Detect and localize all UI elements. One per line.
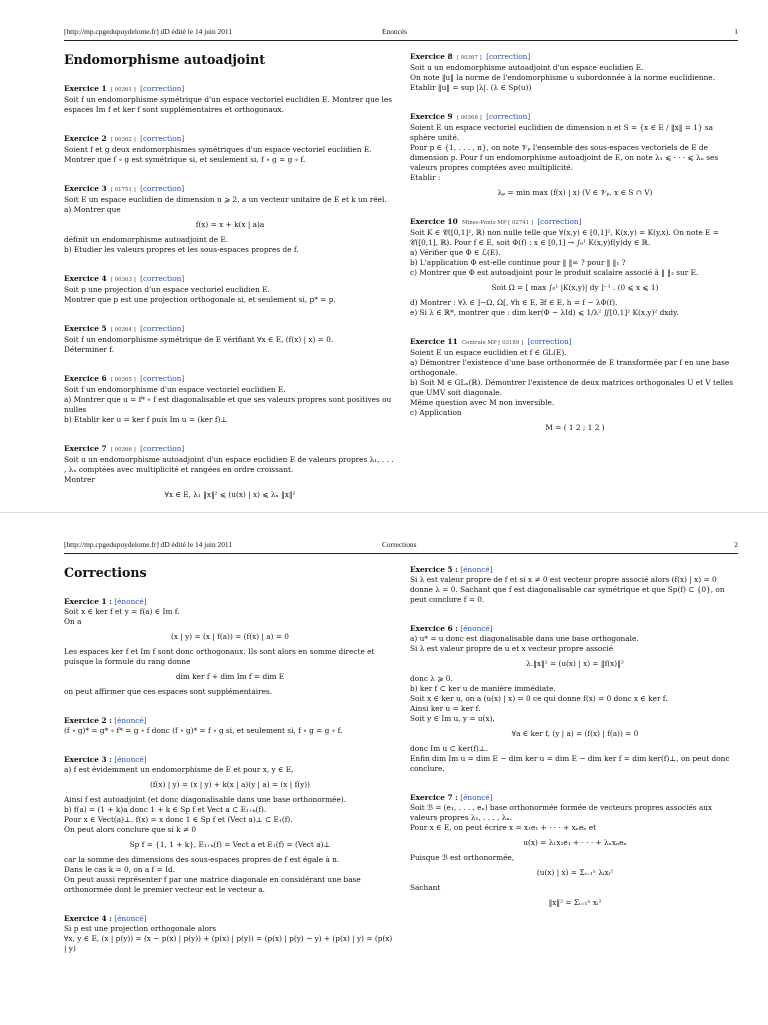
exercise-block	[64, 184, 396, 255]
exercise-ref: [ 00364 ]	[110, 327, 136, 333]
exercise-heading	[410, 112, 740, 123]
exercise-label: Exercice 9	[410, 112, 453, 121]
text-line: c) Montrer que Φ est autoadjoint pour le produit scalaire associé à ‖ ‖₂ sur E.	[410, 268, 699, 277]
exercise-heading	[64, 274, 396, 285]
exercise-heading	[410, 337, 740, 348]
text-line: car la somme des dimensions des sous-espaces propres de f est égale à n.	[64, 855, 340, 864]
text-line: On peut aussi représenter f par une matrice diagonale en considérant une base orthonormée dont le premier vecteur est le vecteur a.	[64, 875, 361, 894]
text-line: e) Si λ ∈ ℝ*, montrer que : dim ker(Φ − λId) ⩽ 1/λ² ∬[0,1]² K(x,y)² dxdy.	[410, 308, 679, 317]
exercise-block	[64, 134, 396, 165]
text-line: On peut alors conclure que si k ≠ 0	[64, 825, 197, 834]
exercise-label: Exercice 6	[64, 374, 107, 383]
exercise-heading	[64, 716, 396, 726]
exercise-label: Exercice 4	[64, 274, 107, 283]
text-line: c) Application	[410, 408, 462, 417]
exercise-block	[410, 624, 740, 774]
text-line: Montrer	[64, 475, 95, 484]
math-display: λ.‖x‖² = (u(x) | x) = ‖f(x)‖²	[526, 659, 624, 668]
exercise-block	[410, 217, 740, 318]
text-line: Soit ℬ = (e₁, . . . , eₙ) base orthonormée formée de vecteurs propres associés aux valeurs propres λ₁, . . . , λₙ.	[410, 803, 713, 822]
left-column	[64, 52, 396, 512]
header-rule	[64, 40, 738, 41]
exercise-label: Exercice 10	[410, 217, 458, 226]
exercise-heading	[64, 134, 396, 145]
header-section: Enoncés	[382, 27, 408, 36]
exercise-link[interactable]: [correction]	[140, 84, 185, 93]
math-display: (x | y) = (x | f(a)) = (f(x) | a) = 0	[171, 632, 289, 641]
math-display: f(x) = x + k(x | a)a	[195, 220, 265, 229]
text-line: Soient f et g deux endomorphismes symétriques d'un espace vectoriel euclidien E.	[64, 145, 372, 154]
exercise-label: Exercice 11	[410, 337, 458, 346]
text-line: définit un endomorphisme autoadjoint de E.	[64, 235, 229, 244]
exercise-link[interactable]: [correction]	[140, 374, 185, 383]
exercise-link[interactable]: [énoncé]	[460, 565, 493, 574]
exercise-label: Exercice 5	[64, 324, 107, 333]
page-number: 1	[734, 27, 738, 36]
exercise-link[interactable]: [correction]	[537, 217, 582, 226]
exercise-label: Exercice 7	[64, 444, 107, 453]
math-display: λₚ = min max (f(x) | x) (V ∈ 𝒱ₚ, x ∈ S ∩ V)	[497, 188, 653, 197]
text-line: Pour p ∈ {1, . . . , n}, on note 𝒱ₚ l'ensemble des sous-espaces vectoriels de E de dimension p. Pour f un endomorphisme autoadjoint de E, on note λ₁ ⩽ · · · ⩽ λₙ ses valeurs propres comptées avec multiplicité.	[410, 143, 719, 172]
exercise-link[interactable]: [correction]	[140, 324, 185, 333]
right-column	[410, 52, 740, 452]
exercise-link[interactable]: [correction]	[486, 112, 531, 121]
math-display: (u(x) | x) = Σᵢ₌₁ⁿ λᵢxᵢ²	[536, 868, 614, 877]
exercise-link[interactable]: [correction]	[140, 184, 185, 193]
exercise-label: Exercice 2	[64, 134, 107, 143]
exercise-block	[410, 337, 740, 433]
text-line: Si λ est valeur propre de u et x vecteur propre associé	[410, 644, 614, 653]
page-enonces	[0, 0, 768, 512]
text-line: a) u* = u donc est diagonalisable dans une base orthogonale.	[410, 634, 639, 643]
exercise-ref: [ 00367 ]	[456, 55, 482, 61]
text-line: donc λ ⩾ 0.	[410, 674, 453, 683]
exercise-heading	[410, 217, 740, 228]
math-display: (f(x) | y) = (x | y) + k(x | a)(y | a) = (x | f(y))	[149, 780, 311, 789]
exercise-heading	[410, 793, 740, 803]
text-line: Etablir :	[410, 173, 441, 182]
exercise-heading	[64, 184, 396, 195]
text-line: Soit p une projection d'un espace vectoriel euclidien E.	[64, 285, 270, 294]
exercise-label: Exercice 3	[64, 184, 107, 193]
exercise-heading	[64, 84, 396, 95]
exercise-link[interactable]: [correction]	[486, 52, 531, 61]
text-line: Puisque ℬ est orthonormée,	[410, 853, 515, 862]
text-line: Soit u un endomorphisme autoadjoint d'un espace euclidien E.	[410, 63, 644, 72]
math-display: u(x) = λ₁x₁e₁ + · · · + λₙxₙeₙ	[523, 838, 627, 847]
exercise-link[interactable]: [énoncé]	[114, 914, 147, 923]
exercise-heading	[64, 755, 396, 765]
exercise-label: Exercice 8	[410, 52, 453, 61]
left-column	[64, 565, 396, 973]
math-display: ‖x‖² = Σᵢ₌₁ⁿ xᵢ²	[548, 898, 602, 907]
text-line: Montrer que f ∘ g est symétrique si, et seulement si, f ∘ g = g ∘ f.	[64, 155, 306, 164]
page-header	[64, 540, 738, 554]
text-line: Soit f un endomorphisme symétrique d'un espace vectoriel euclidien E. Montrer que les espaces Im f et ker f sont supplémentaires et orthogonaux.	[64, 95, 393, 114]
exercise-link[interactable]: [énoncé]	[460, 624, 493, 633]
exercise-link[interactable]: [correction]	[527, 337, 572, 346]
text-line: Déterminer f.	[64, 345, 115, 354]
text-line: b) Etablir ker u = ker f puis Im u = (ker f)⊥	[64, 415, 228, 424]
exercise-link[interactable]: [correction]	[140, 274, 185, 283]
exercise-label: Exercice 1 :	[64, 597, 112, 606]
exercise-ref: Centrale MP [ 03189 ]	[462, 340, 524, 346]
exercise-block	[410, 112, 740, 198]
text-line: b) Soit M ∈ GLₙ(ℝ). Démontrer l'existence de deux matrices orthogonales U et V telles que UMV soit diagonale.	[410, 378, 734, 397]
text-line: Soit f un endomorphisme symétrique de E vérifiant ∀x ∈ E, (f(x) | x) = 0.	[64, 335, 334, 344]
text-line: Soit y ∈ Im u, y = u(x),	[410, 714, 495, 723]
text-line: a) Démontrer l'existence d'une base orthonormée de E transformée par f en une base orthogonale.	[410, 358, 730, 377]
exercise-block	[64, 374, 396, 425]
text-line: On note ‖u‖ la norme de l'endomorphisme u subordonnée à la norme euclidienne.	[410, 73, 715, 82]
exercise-link[interactable]: [énoncé]	[460, 793, 493, 802]
exercise-heading	[64, 597, 396, 607]
text-line: b) L'application Φ est-elle continue pour ‖ ‖∞ ? pour ‖ ‖₁ ?	[410, 258, 626, 267]
text-line: Les espaces ker f et Im f sont donc orthogonaux. Ils sont alors en somme directe et puisque la formule du rang donne	[64, 647, 375, 666]
exercise-label: Exercice 7 :	[410, 793, 458, 802]
exercise-label: Exercice 6 :	[410, 624, 458, 633]
exercise-link[interactable]: [énoncé]	[114, 755, 147, 764]
exercise-link[interactable]: [correction]	[140, 444, 185, 453]
text-line: a) Vérifier que Φ ∈ ℒ(E).	[410, 248, 501, 257]
math-display: Soit Ω = [ max ∫₀¹ |K(x,y)| dy ]⁻¹ . (0 ⩽ x ⩽ 1)	[491, 283, 659, 292]
exercise-label: Exercice 5 :	[410, 565, 458, 574]
math-display: M = ( 1 2 ; 1 2 )	[545, 423, 605, 432]
exercise-heading	[410, 52, 740, 63]
page-corrections	[0, 512, 768, 1025]
page-number: 2	[734, 540, 738, 549]
right-column	[410, 565, 740, 927]
math-display: ∀a ∈ ker f, (y | a) = (f(x) | f(a)) = 0	[511, 729, 639, 738]
text-line: Sachant	[410, 883, 441, 892]
exercise-block	[64, 84, 396, 115]
text-line: a) Montrer que	[64, 205, 121, 214]
exercise-heading	[410, 624, 740, 634]
exercise-ref: [ 00365 ]	[110, 377, 136, 383]
math-display: dim ker f + dim Im f = dim E	[175, 672, 285, 681]
exercise-block	[64, 755, 396, 895]
exercise-label: Exercice 3 :	[64, 755, 112, 764]
exercise-heading	[410, 565, 740, 575]
exercise-block	[64, 914, 396, 954]
math-display: Sp f = {1, 1 + k}, E₁₊ₖ(f) = Vect a et E₁(f) = (Vect a)⊥	[129, 840, 331, 849]
text-line: Ainsi ker u = ker f.	[410, 704, 481, 713]
exercise-heading	[64, 914, 396, 924]
text-line: Soient E un espace vectoriel euclidien de dimension n et S = {x ∈ E / ‖x‖ = 1} sa sphère unité.	[410, 123, 714, 142]
text-line: Soit E un espace euclidien de dimension n ⩾ 2, a un vecteur unitaire de E et k un réel.	[64, 195, 387, 204]
exercise-block	[64, 324, 396, 355]
text-line: Pour x ∈ Vect(a)⊥, f(x) = x donc 1 ∈ Sp f et (Vect a)⊥ ⊂ E₁(f).	[64, 815, 293, 824]
text-line: Soit K ∈ 𝒞([0,1]², ℝ) non nulle telle que ∀(x,y) ∈ [0,1]², K(x,y) = K(y,x). On note E = 𝒞([0,1], ℝ). Pour f ∈ E, soit Φ(f) : x ∈ [0,1] → ∫₀¹ K(x,y)f(y)dy ∈ ℝ.	[410, 228, 719, 247]
text-line: Soit u un endomorphisme autoadjoint d'un espace euclidien E de valeurs propres λ₁, . . . , λₙ comptées avec multiplicité et rangées en ordre croissant.	[64, 455, 394, 474]
text-line: donc Im u ⊂ ker(f)⊥.	[410, 744, 489, 753]
text-line: Pour x ∈ E, on peut écrire x = x₁e₁ + · · · + xₙeₙ et	[410, 823, 597, 832]
text-line: Soit x ∈ ker u, on a (u(x) | x) = 0 ce qui donne f(x) = 0 donc x ∈ ker f.	[410, 694, 668, 703]
exercise-block	[410, 793, 740, 908]
exercise-block	[410, 52, 740, 93]
text-line: a) Montrer que u = f* ∘ f est diagonalisable et que ses valeurs propres sont positives ou nulles	[64, 395, 392, 414]
exercise-block	[64, 274, 396, 305]
text-line: b) ker f ⊂ ker u de manière immédiate.	[410, 684, 556, 693]
text-line: Enfin dim Im u = dim E − dim ker u = dim E − dim ker f = dim ker(f)⊥, on peut donc conclure.	[410, 754, 730, 773]
exercise-block	[64, 597, 396, 697]
text-line: (f ∘ g)* = g* ∘ f* = g ∘ f donc (f ∘ g)* = f ∘ g si, et seulement si, f ∘ g = g ∘ f.	[64, 726, 343, 735]
exercise-block	[64, 444, 396, 500]
text-line: Si λ est valeur propre de f et si x ≠ 0 est vecteur propre associé alors (f(x) | x) = 0 donne λ = 0. Sachant que f est diagonalisable car symétrique et que Sp(f) ⊂ {0}, on peut conclure f = 0.	[410, 575, 725, 604]
exercise-label: Exercice 4 :	[64, 914, 112, 923]
text-line: Soient E un espace euclidien et f ∈ GL(E).	[410, 348, 567, 357]
text-line: on peut affirmer que ces espaces sont supplémentaires.	[64, 687, 273, 696]
header-source: [http://mp.cpgedupuydelome.fr] dD édité le 14 juin 2011	[64, 540, 233, 549]
text-line: Montrer que p est une projection orthogonale si, et seulement si, p* = p.	[64, 295, 336, 304]
text-line: ∀x, y ∈ E, (x | p(y)) = (x − p(x) | p(y)) + (p(x) | p(y)) = (p(x) | p(y) − y) + (p(x) | y) = (p(x) | y)	[64, 934, 393, 953]
exercise-label: Exercice 2 :	[64, 716, 112, 725]
exercise-block	[410, 565, 740, 605]
text-line: Si p est une projection orthogonale alors	[64, 924, 217, 933]
text-line: Etablir ‖u‖ = sup |λ|. (λ ∈ Sp(u))	[410, 83, 532, 92]
text-line: d) Montrer : ∀λ ∈ ]−Ω, Ω[, ∀h ∈ E, ∃f ∈ E, h = f − λΦ(f).	[410, 298, 618, 307]
header-section: Corrections	[382, 540, 417, 549]
header-source: [http://mp.cpgedupuydelome.fr] dD édité le 14 juin 2011	[64, 27, 233, 36]
text-line: Soit x ∈ ker f et y = f(a) ∈ Im f.	[64, 607, 180, 616]
exercise-ref: [ 01751 ]	[110, 187, 136, 193]
exercise-ref: [ 00363 ]	[110, 277, 136, 283]
page-title: Endomorphisme autoadjoint	[64, 52, 266, 67]
exercise-ref: [ 00368 ]	[456, 115, 482, 121]
exercise-heading	[64, 324, 396, 335]
exercise-heading	[64, 444, 396, 455]
text-line: b) Etudier les valeurs propres et les sous-espaces propres de f.	[64, 245, 299, 254]
text-line: Dans le cas k = 0, on a f = Id.	[64, 865, 176, 874]
exercise-heading	[64, 374, 396, 385]
exercise-link[interactable]: [énoncé]	[114, 716, 147, 725]
text-line: a) f est évidemment un endomorphisme de E et pour x, y ∈ E,	[64, 765, 294, 774]
exercise-ref: [ 00366 ]	[110, 447, 136, 453]
text-line: Soit f un endomorphisme d'un espace vectoriel euclidien E.	[64, 385, 286, 394]
exercise-label: Exercice 1	[64, 84, 107, 93]
text-line: b) f(a) = (1 + k)a donc 1 + k ∈ Sp f et Vect a ⊂ E₁₊ₖ(f).	[64, 805, 267, 814]
page-header	[64, 27, 738, 41]
math-display: ∀x ∈ E, λ₁ ‖x‖² ⩽ (u(x) | x) ⩽ λₙ ‖x‖²	[164, 490, 296, 499]
exercise-ref: [ 00362 ]	[110, 137, 136, 143]
exercise-ref: Mines-Ponts MP [ 02741 ]	[462, 220, 533, 226]
text-line: On a	[64, 617, 82, 626]
page-title: Corrections	[64, 565, 147, 580]
exercise-block	[64, 716, 396, 736]
text-line: Même question avec M non inversible.	[410, 398, 555, 407]
header-rule	[64, 553, 738, 554]
exercise-link[interactable]: [énoncé]	[114, 597, 147, 606]
exercise-ref: [ 00361 ]	[110, 87, 136, 93]
text-line: Ainsi f est autoadjoint (et donc diagonalisable dans une base orthonormée).	[64, 795, 347, 804]
exercise-link[interactable]: [correction]	[140, 134, 185, 143]
